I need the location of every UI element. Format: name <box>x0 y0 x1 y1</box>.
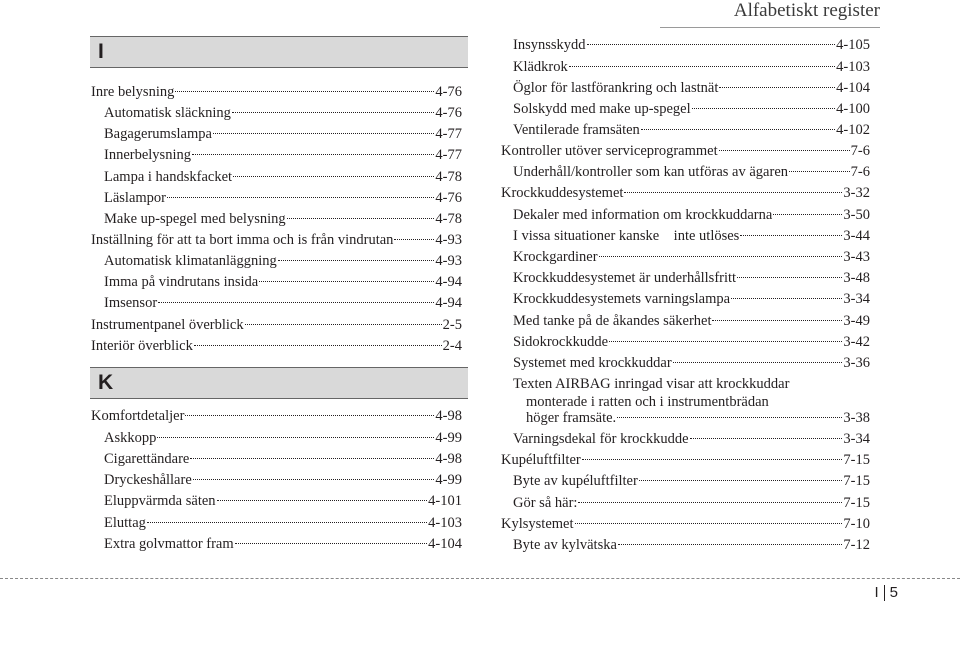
index-entry: Cigarettändare 4-98 <box>104 451 462 467</box>
index-entry: Klädkrok 4-103 <box>513 59 870 75</box>
index-entry: Krockkuddesystemet 3-32 <box>501 185 870 201</box>
footer-section-letter: I <box>874 584 879 601</box>
index-entry: Inställning för att ta bort imma och is från vindrutan 4-93 <box>91 232 462 248</box>
footer-rule <box>0 578 960 579</box>
index-entry: Krockkuddesystemet är underhållsfritt 3-48 <box>513 270 870 286</box>
footer-page-number: 5 <box>889 584 898 601</box>
index-entry: Krockkuddesystemets varningslampa 3-34 <box>513 291 870 307</box>
index-entry: Komfortdetaljer 4-98 <box>91 408 462 424</box>
index-entry: Automatisk släckning 4-76 <box>104 105 462 121</box>
index-entry: Imsensor 4-94 <box>104 295 462 311</box>
index-entry: Läslampor 4-76 <box>104 190 462 206</box>
index-entry: Sidokrockkudde 3-42 <box>513 334 870 350</box>
running-header-title: Alfabetiskt register <box>733 0 880 21</box>
index-entry: Kupéluftfilter 7-15 <box>501 452 870 468</box>
index-entry: höger framsäte. 3-38 <box>526 410 870 426</box>
index-entry: Systemet med krockkuddar 3-36 <box>513 355 870 371</box>
section-head-k: K <box>90 367 468 399</box>
index-entry: Askkopp 4-99 <box>104 430 462 446</box>
index-entry: Eluppvärmda säten 4-101 <box>104 493 462 509</box>
index-entry-multiline: Texten AIRBAG inringad visar att krockkuddar monterade i ratten och i instrumentbrädan <box>513 376 790 410</box>
index-entry: Make up-spegel med belysning 4-78 <box>104 211 462 227</box>
index-entry: Kylsystemet 7-10 <box>501 516 870 532</box>
index-entry: Automatisk klimatanläggning 4-93 <box>104 253 462 269</box>
index-entry: Dryckeshållare 4-99 <box>104 472 462 488</box>
index-entry: Gör så här: 7-15 <box>513 495 870 511</box>
index-entry: Instrumentpanel överblick 2-5 <box>91 317 462 333</box>
index-entry: Underhåll/kontroller som kan utföras av ägaren 7-6 <box>513 164 870 180</box>
index-entry: Bagagerumslampa 4-77 <box>104 126 462 142</box>
index-entry: Ventilerade framsäten 4-102 <box>513 122 870 138</box>
index-entry: I vissa situationer kanske inte utlöses 3-44 <box>513 228 870 244</box>
footer-divider <box>884 585 885 601</box>
index-entry: Kontroller utöver serviceprogrammet 7-6 <box>501 143 870 159</box>
index-entry: Extra golvmattor fram 4-104 <box>104 536 462 552</box>
index-entry: Med tanke på de åkandes säkerhet 3-49 <box>513 313 870 329</box>
index-entry: Inre belysning 4-76 <box>91 84 462 100</box>
page-number <box>874 584 898 601</box>
section-head-i: I <box>90 36 468 68</box>
index-entry: Varningsdekal för krockkudde 3-34 <box>513 431 870 447</box>
index-entry: Lampa i handskfacket 4-78 <box>104 169 462 185</box>
index-entry: Innerbelysning 4-77 <box>104 147 462 163</box>
index-entry: Byte av kylvätska 7-12 <box>513 537 870 553</box>
index-entry: Dekaler med information om krockkuddarna 3-50 <box>513 207 870 223</box>
index-entry: Solskydd med make up-spegel 4-100 <box>513 101 870 117</box>
index-entry: Imma på vindrutans insida 4-94 <box>104 274 462 290</box>
index-entry: Krockgardiner 3-43 <box>513 249 870 265</box>
index-entry: Insynsskydd 4-105 <box>513 37 870 53</box>
index-entry: Byte av kupéluftfilter 7-15 <box>513 473 870 489</box>
header-rule <box>660 27 880 28</box>
index-entry: Interiör överblick 2-4 <box>91 338 462 354</box>
index-entry: Öglor för lastförankring och lastnät 4-104 <box>513 80 870 96</box>
index-entry: Eluttag 4-103 <box>104 515 462 531</box>
